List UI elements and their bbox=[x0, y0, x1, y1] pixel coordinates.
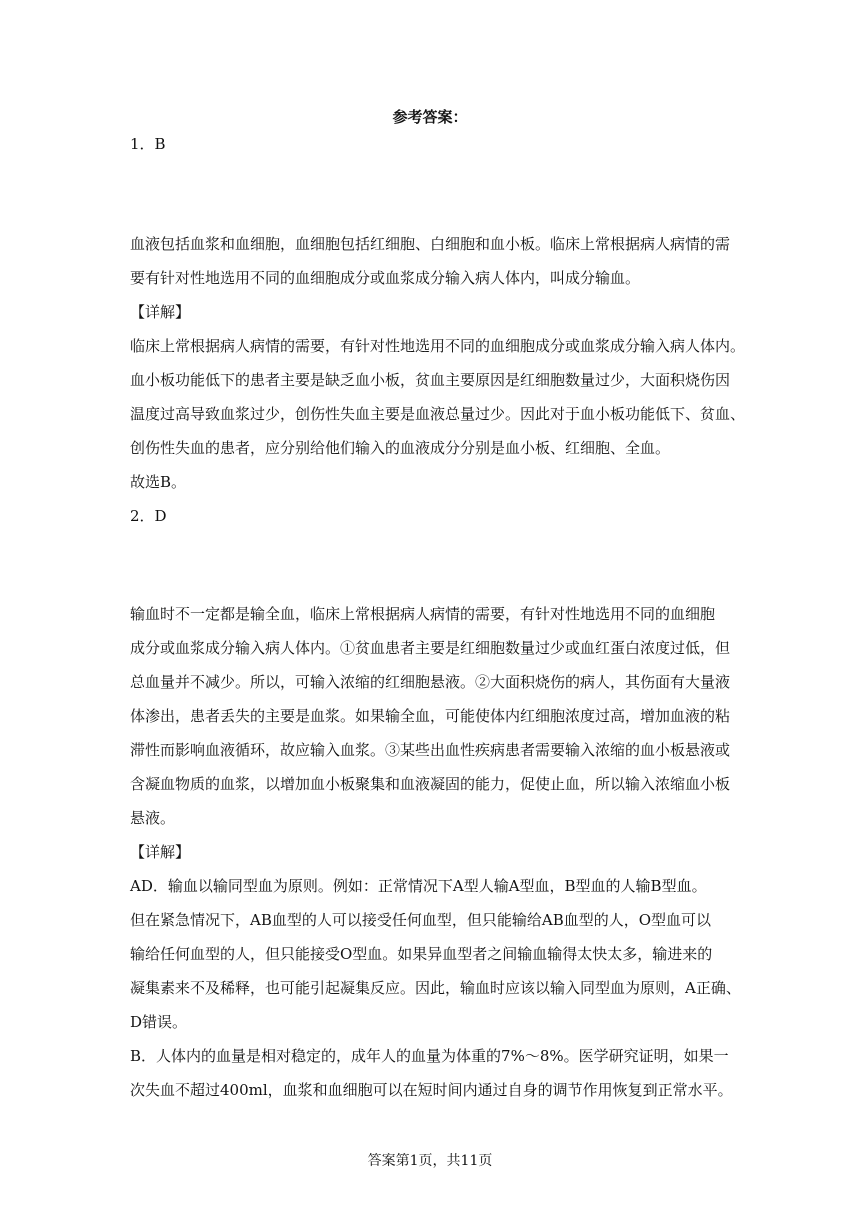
q2-analysis-line: 输血时不一定都是输全血，临床上常根据病人病情的需要，有针对性地选用不同的血细胞 bbox=[130, 605, 716, 623]
page-title: 参考答案： bbox=[392, 108, 468, 126]
q1-detail-line: 创伤性失血的患者，应分别给他们输入的血液成分分别是血小板、红细胞、全血。 bbox=[130, 439, 671, 457]
q1-analysis-line: 要有针对性地选用不同的血细胞成分或血浆成分输入病人体内，叫成分输血。 bbox=[130, 269, 641, 287]
q2-detail-line: 输给任何血型的人，但只能接受O型血。如果异血型者之间输血输得太快太多，输进来的 bbox=[130, 945, 713, 963]
q1-detail-heading: 【详解】 bbox=[130, 303, 191, 321]
question-1-number: 1．B bbox=[130, 135, 166, 153]
q1-detail-line: 温度过高导致血浆过少，创伤性失血主要是血液总量过少。因此对于血小板功能低下、贫血、 bbox=[130, 405, 746, 423]
q2-analysis-line: 滞性而影响血液循环，故应输入血浆。③某些出血性疾病患者需要输入浓缩的血小板悬液或 bbox=[130, 741, 731, 759]
q1-detail-line: 故选B。 bbox=[130, 473, 187, 491]
question-2-number: 2．D bbox=[130, 507, 167, 525]
q1-detail-line: 血小板功能低下的患者主要是缺乏血小板，贫血主要原因是红细胞数量过少，大面积烧伤因 bbox=[130, 371, 731, 389]
q2-analysis-line: 含凝血物质的血浆，以增加血小板聚集和血液凝固的能力，促使止血，所以输入浓缩血小板 bbox=[130, 775, 731, 793]
q2-analysis-line: 总血量并不减少。所以，可输入浓缩的红细胞悬液。②大面积烧伤的病人，其伤面有大量液 bbox=[130, 673, 731, 691]
page-footer: 答案第1页，共11页 bbox=[367, 1153, 493, 1169]
q2-detail-line: 但在紧急情况下，AB血型的人可以接受任何血型，但只能输给AB血型的人，O型血可以 bbox=[130, 911, 712, 929]
q2-analysis-line: 体渗出，患者丢失的主要是血浆。如果输全血，可能使体内红细胞浓度过高，增加血液的粘 bbox=[130, 707, 731, 725]
q1-detail-line: 临床上常根据病人病情的需要，有针对性地选用不同的血细胞成分或血浆成分输入病人体内。 bbox=[130, 337, 746, 355]
q1-analysis-line: 血液包括血浆和血细胞，血细胞包括红细胞、白细胞和血小板。临床上常根据病人病情的需 bbox=[130, 235, 731, 253]
q2-detail-heading: 【详解】 bbox=[130, 843, 191, 861]
q2-detail-line: D错误。 bbox=[130, 1013, 188, 1031]
q2-detail-line: 次失血不超过400ml，血浆和血细胞可以在短时间内通过自身的调节作用恢复到正常水平。 bbox=[130, 1081, 733, 1099]
q2-analysis-line: 悬液。 bbox=[130, 809, 176, 827]
q2-detail-line: AD．输血以输同型血为原则。例如：正常情况下A型人输A型血，B型血的人输B型血。 bbox=[130, 877, 707, 895]
q2-detail-line: B．人体内的血量是相对稳定的，成年人的血量为体重的7%～8%。医学研究证明，如果一 bbox=[130, 1047, 729, 1065]
q2-detail-line: 凝集素来不及稀释，也可能引起凝集反应。因此，输血时应该以输入同型血为原则，A正确、 bbox=[130, 979, 741, 997]
q2-analysis-line: 成分或血浆成分输入病人体内。①贫血患者主要是红细胞数量过少或血红蛋白浓度过低，但 bbox=[130, 639, 731, 657]
